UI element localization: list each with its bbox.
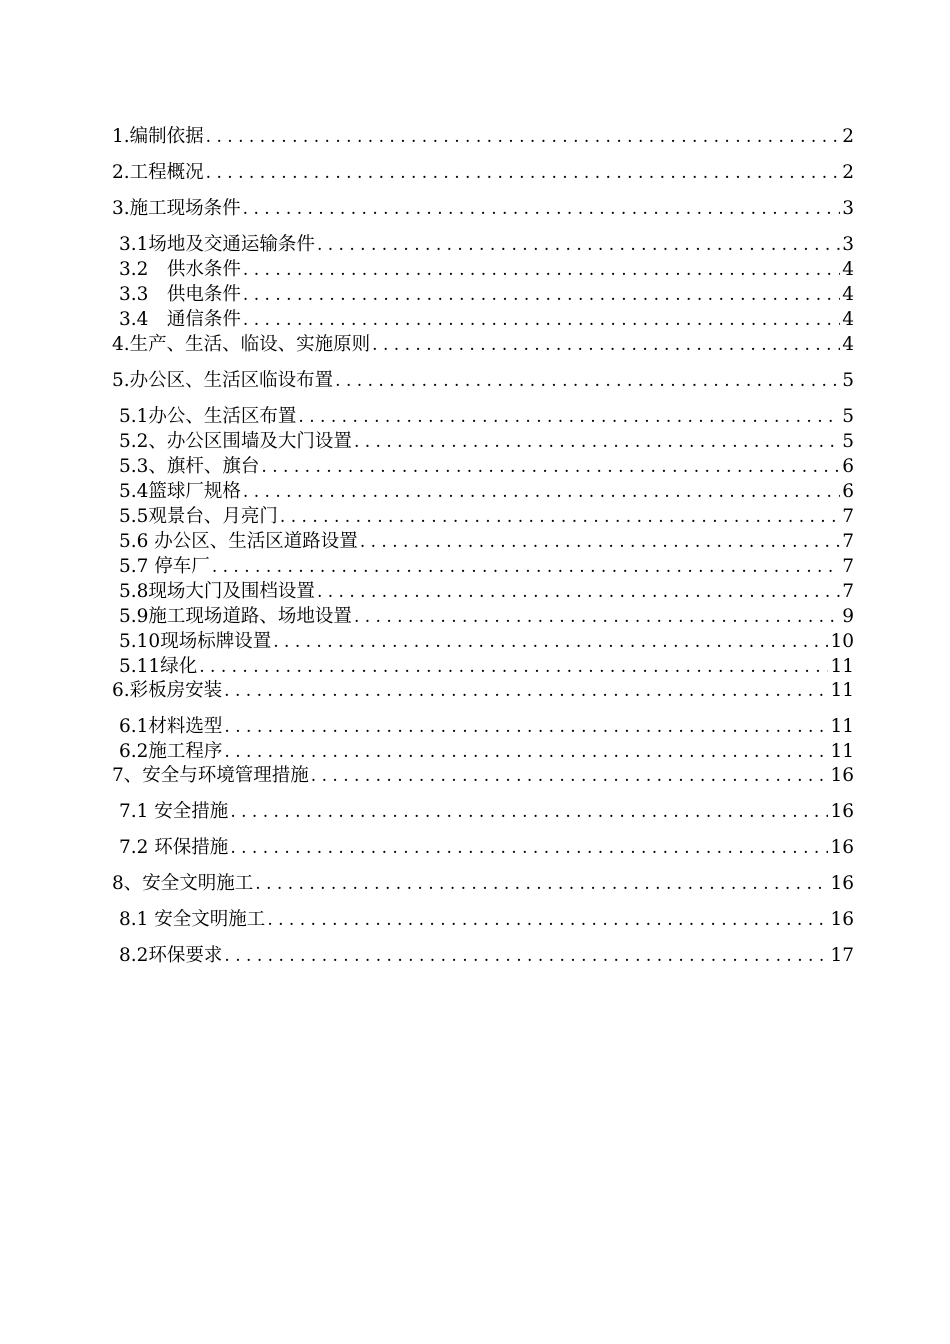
toc-page-number: 6: [842, 481, 854, 502]
toc-entry[interactable]: [119, 740, 854, 764]
toc-entry[interactable]: [119, 480, 854, 504]
toc-entry[interactable]: [119, 283, 854, 307]
dot-leader: [317, 233, 840, 257]
dot-leader: [267, 908, 828, 932]
toc-entry[interactable]: [119, 308, 854, 332]
toc-entry[interactable]: [119, 233, 854, 257]
toc-entry-label: 7、安全与环境管理措施: [112, 765, 309, 786]
toc-entry-label: 8.1 安全文明施工: [119, 909, 266, 930]
toc-page-number: 5: [842, 406, 854, 427]
toc-page-number: 5: [842, 370, 854, 391]
toc-entry[interactable]: [112, 161, 854, 185]
toc-page-number: 17: [830, 945, 854, 966]
toc-page-number: 5: [842, 431, 854, 452]
dot-leader: [261, 455, 840, 479]
toc-entry-label: 6.彩板房安装: [112, 680, 223, 701]
toc-page-number: 4: [842, 309, 854, 330]
toc-entry[interactable]: [119, 258, 854, 282]
toc-entry[interactable]: [119, 800, 854, 824]
toc-page-number: 9: [842, 606, 854, 627]
toc-entry[interactable]: [119, 655, 854, 679]
dot-leader: [354, 605, 840, 629]
toc-entry-label: 2.工程概况: [112, 162, 204, 183]
toc-entry[interactable]: [119, 505, 854, 529]
toc-entry[interactable]: [112, 764, 854, 788]
toc-entry[interactable]: [119, 605, 854, 629]
toc-entry-label: 3.4 通信条件: [119, 309, 241, 330]
toc-entry[interactable]: [119, 908, 854, 932]
toc-entry[interactable]: [119, 944, 854, 968]
toc-entry-label: 5.7 停车厂: [119, 556, 210, 577]
dot-leader: [206, 161, 841, 185]
dot-leader: [255, 872, 828, 896]
toc-page-number: 2: [842, 162, 854, 183]
toc-page-number: 11: [830, 680, 854, 701]
toc-entry-label: 7.1 安全措施: [119, 801, 229, 822]
toc-entry[interactable]: [112, 333, 854, 357]
toc-entry-label: 5.10现场标牌设置: [119, 631, 272, 652]
toc-page-number: 16: [830, 765, 854, 786]
dot-leader: [335, 369, 840, 393]
dot-leader: [243, 197, 841, 221]
dot-leader: [199, 655, 828, 679]
toc-page-number: 7: [842, 581, 854, 602]
toc-page-number: 11: [830, 716, 854, 737]
toc-entry[interactable]: [119, 455, 854, 479]
toc-entry[interactable]: [119, 580, 854, 604]
toc-entry-label: 3.3 供电条件: [119, 284, 241, 305]
toc-entry[interactable]: [119, 836, 854, 860]
toc-page-number: 3: [842, 198, 854, 219]
toc-entry-label: 5.4篮球厂规格: [119, 481, 241, 502]
toc-page-number: 2: [842, 126, 854, 147]
dot-leader: [354, 430, 840, 454]
dot-leader: [230, 836, 828, 860]
toc-page-number: 16: [830, 909, 854, 930]
dot-leader: [224, 740, 828, 764]
toc-entry[interactable]: [112, 679, 854, 703]
dot-leader: [317, 580, 840, 604]
toc-page-number: 7: [842, 506, 854, 527]
dot-leader: [224, 944, 828, 968]
dot-leader: [243, 283, 840, 307]
toc-entry[interactable]: [119, 530, 854, 554]
toc-entry-label: 5.1办公、生活区布置: [119, 406, 297, 427]
toc-page-number: 7: [842, 531, 854, 552]
toc-entry-label: 5.3、旗杆、旗台: [119, 456, 260, 477]
toc-entry[interactable]: [119, 630, 854, 654]
dot-leader: [243, 258, 840, 282]
toc-page-number: 10: [830, 631, 854, 652]
toc-entry-label: 3.施工现场条件: [112, 198, 241, 219]
dot-leader: [298, 405, 840, 429]
toc-page-number: 11: [830, 656, 854, 677]
toc-entry-label: 7.2 环保措施: [119, 837, 229, 858]
dot-leader: [230, 800, 828, 824]
toc-entry[interactable]: [119, 715, 854, 739]
toc-page-number: 4: [842, 334, 854, 355]
toc-entry-label: 5.11绿化: [119, 656, 198, 677]
toc-page-number: 3: [842, 234, 854, 255]
toc-entry-label: 5.6 办公区、生活区道路设置: [119, 531, 358, 552]
toc-page-number: 7: [842, 556, 854, 577]
toc-entry-label: 5.办公区、生活区临设布置: [112, 370, 334, 391]
dot-leader: [224, 715, 828, 739]
toc-entry-label: 3.2 供水条件: [119, 259, 241, 280]
dot-leader: [311, 764, 829, 788]
toc-entry-label: 5.9施工现场道路、场地设置: [119, 606, 352, 627]
dot-leader: [212, 555, 840, 579]
toc-page-number: 4: [842, 259, 854, 280]
dot-leader: [360, 530, 840, 554]
toc-entry-label: 8、安全文明施工: [112, 873, 254, 894]
toc-entry-label: 5.8现场大门及围档设置: [119, 581, 315, 602]
toc-entry[interactable]: [112, 197, 854, 221]
dot-leader: [243, 308, 840, 332]
toc-entry-label: 1.编制依据: [112, 126, 204, 147]
dot-leader: [224, 679, 828, 703]
toc-entry[interactable]: [112, 872, 854, 896]
toc-entry-label: 8.2环保要求: [119, 945, 223, 966]
toc-entry-label: 6.1材料选型: [119, 716, 223, 737]
toc-entry-label: 6.2施工程序: [119, 741, 223, 762]
dot-leader: [372, 333, 840, 357]
toc-page-number: 4: [842, 284, 854, 305]
toc-page-number: 16: [830, 801, 854, 822]
toc-page-number: 6: [842, 456, 854, 477]
toc-page-number: 11: [830, 741, 854, 762]
dot-leader: [206, 125, 841, 149]
toc-entry-label: 5.2、办公区围墙及大门设置: [119, 431, 352, 452]
toc-entry-label: 3.1场地及交通运输条件: [119, 234, 315, 255]
toc-entry-label: 5.5观景台、月亮门: [119, 506, 278, 527]
toc-entry[interactable]: [119, 430, 854, 454]
toc-entry[interactable]: [119, 405, 854, 429]
dot-leader: [243, 480, 840, 504]
dot-leader: [280, 505, 840, 529]
toc-entry-label: 4.生产、生活、临设、实施原则: [112, 334, 371, 355]
toc-entry[interactable]: [119, 555, 854, 579]
toc-page-number: 16: [830, 837, 854, 858]
toc-page-number: 16: [830, 873, 854, 894]
dot-leader: [273, 630, 828, 654]
toc-entry[interactable]: [112, 125, 854, 149]
toc-entry[interactable]: [112, 369, 854, 393]
